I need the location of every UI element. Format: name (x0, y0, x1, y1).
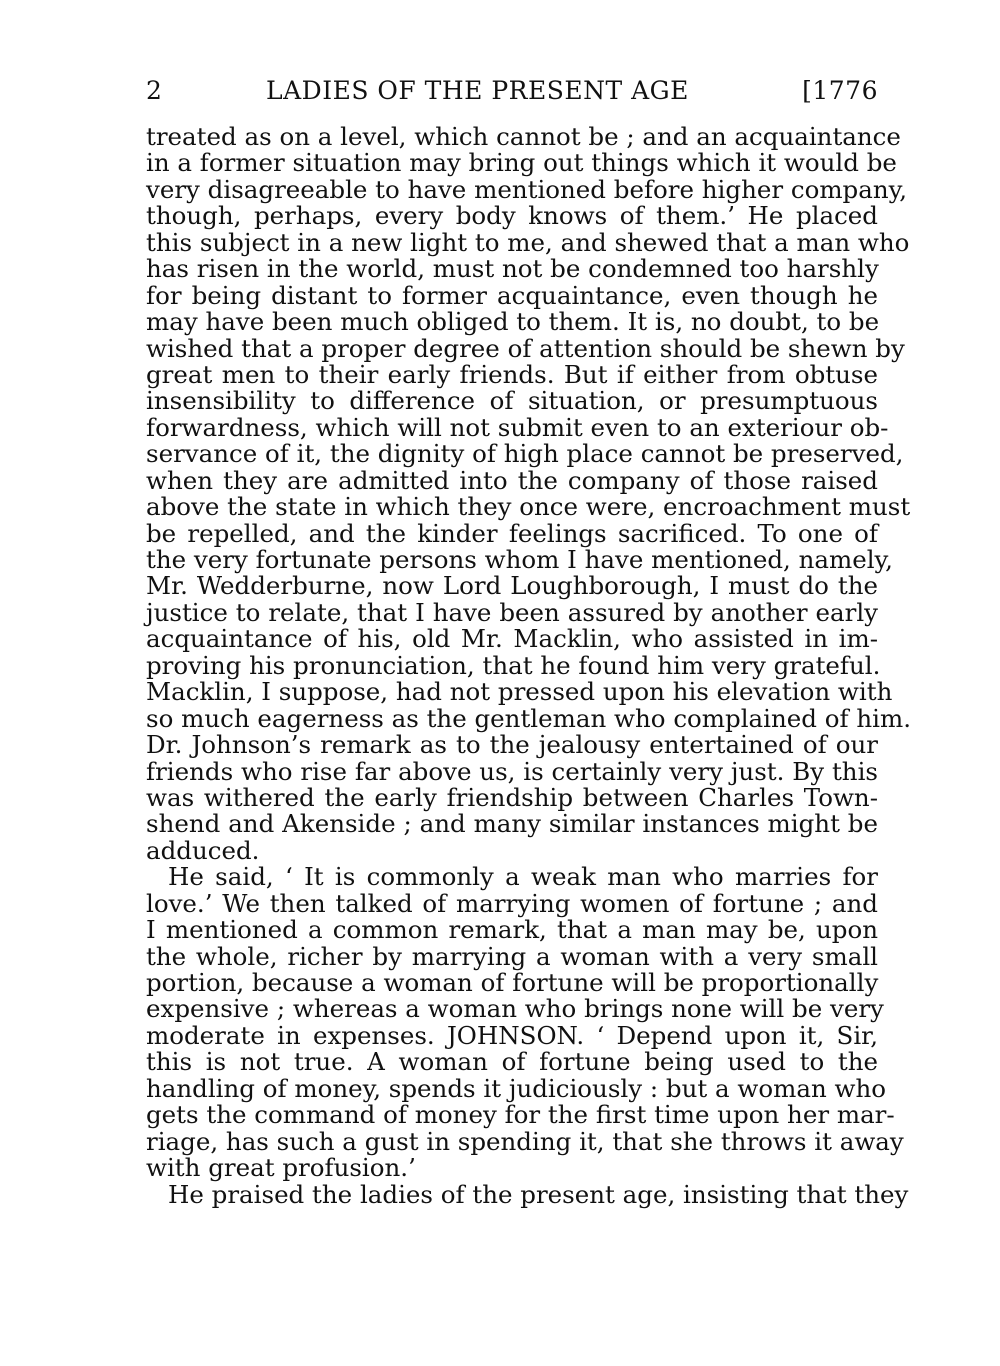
text-line: forwardness, which will not submit even to an exteriour ob- (146, 412, 889, 442)
text-line: portion, because a woman of fortune will be proportionally (146, 968, 879, 997)
text-line: friends who rise far above us, is certainly very just. By this (146, 756, 878, 786)
text-line: the whole, richer by marrying a woman with a very small (146, 941, 878, 971)
text-line: insensibility to difference of situation, or presumptuous (146, 386, 878, 416)
text-line: the very fortunate persons whom I have mentioned, namely, (146, 545, 893, 574)
text-line: acquaintance of his, old Mr. Macklin, who assisted in im- (146, 624, 878, 654)
text-line: when they are admitted into the company of those raised (146, 465, 878, 495)
text-line: this subject in a new light to me, and shewed that a man who (146, 227, 910, 257)
text-line: expensive ; whereas a woman who brings none will be very (146, 994, 884, 1024)
text-line: be repelled, and the kinder feelings sacrificed. To one of (146, 518, 878, 548)
text-line: proving his pronunciation, that he found him very grateful. (146, 650, 881, 680)
text-line: Mr. Wedderburne, now Lord Loughborough, I must do the (146, 571, 878, 601)
text-line: for being distant to former acquaintance, even though he (146, 280, 878, 310)
text-line: wished that a proper degree of attention should be shewn by (146, 333, 905, 363)
text-line: handling of money, spends it judiciously : but a woman who (146, 1073, 887, 1103)
running-head (146, 76, 878, 116)
text-segment: ‘ Depend upon it, Sir, (596, 1020, 878, 1050)
paragraph-start-line: He said, ‘ It is commonly a weak man who marries for (168, 862, 878, 892)
speaker-name: JOHNSON. (446, 1020, 585, 1050)
text-line: so much eagerness as the gentleman who complained of him. (146, 703, 911, 733)
text-line: shend and Akenside ; and many similar instances might be (146, 809, 878, 839)
running-title: LADIES OF THE PRESENT AGE (266, 76, 689, 105)
paragraph-end-line: adduced. (146, 835, 260, 865)
text-line: gets the command of money for the first time upon her mar- (146, 1100, 895, 1130)
text-line-with-speaker (146, 1020, 878, 1050)
page-number: 2 (146, 76, 163, 105)
paragraph-start-line: He praised the ladies of the present age, insisting that they (168, 1179, 909, 1209)
text-line: was withered the early friendship between Charles Town- (146, 782, 878, 812)
paragraph-end-line: with great profusion.’ (146, 1153, 416, 1183)
text-line: this is not true. A woman of fortune being used to the (146, 1047, 878, 1077)
text-line: above the state in which they once were, encroachment must (146, 492, 911, 522)
text-line: treated as on a level, which cannot be ; and an acquaintance (146, 122, 901, 151)
text-line: Macklin, I suppose, had not pressed upon his elevation with (146, 677, 893, 707)
text-line: though, perhaps, every body knows of them.’ He placed (146, 201, 878, 231)
text-line: justice to relate, that I have been assured by another early (146, 597, 878, 627)
text-line: servance of it, the dignity of high place cannot be preserved, (146, 439, 904, 469)
text-line: great men to their early friends. But if either from obtuse (146, 359, 878, 389)
text-line: may have been much obliged to them. It is, no doubt, to be (146, 307, 880, 337)
text-line: in a former situation may bring out things which it would be (146, 148, 897, 178)
running-year: [1776 (802, 76, 878, 105)
text-line: love.’ We then talked of marrying women of fortune ; and (146, 888, 878, 918)
text-line: I mentioned a common remark, that a man may be, upon (146, 915, 878, 945)
text-line: has risen in the world, must not be condemned too harshly (146, 254, 879, 284)
body-text (146, 122, 911, 1209)
text-line: Dr. Johnson’s remark as to the jealousy entertained of our (146, 730, 878, 760)
text-line: very disagreeable to have mentioned before higher company, (146, 174, 907, 204)
text-segment: moderate in expenses. (146, 1020, 435, 1050)
text-line: riage, has such a gust in spending it, that she throws it away (146, 1126, 904, 1156)
